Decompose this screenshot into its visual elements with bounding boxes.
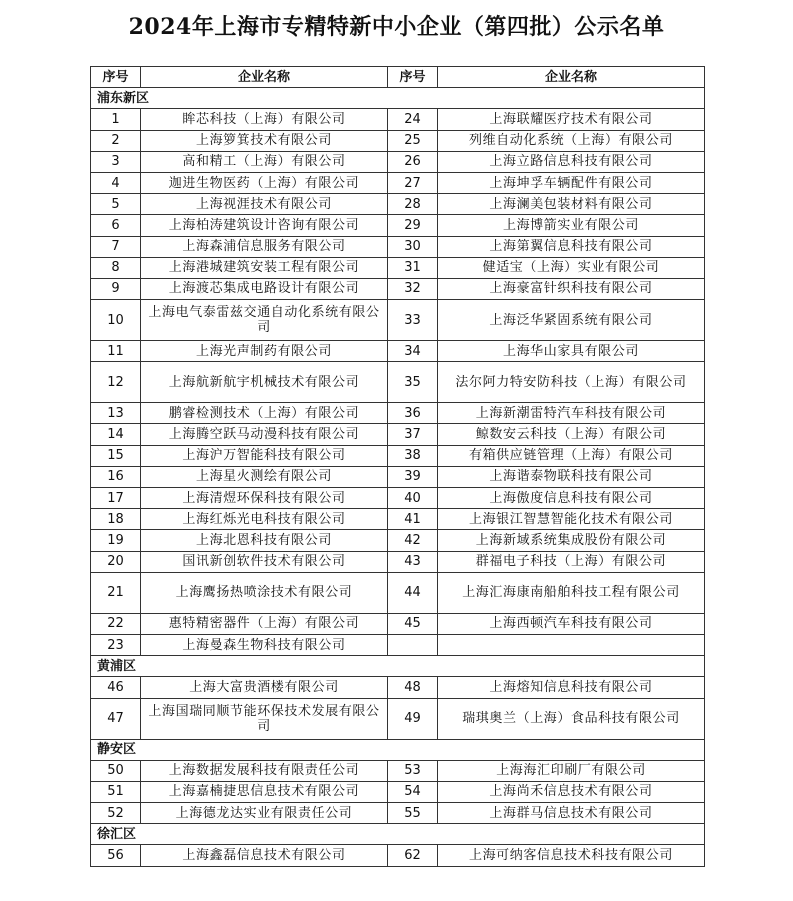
row-number-left: 5 bbox=[91, 194, 141, 215]
row-number-right: 25 bbox=[388, 130, 438, 151]
row-number-left: 3 bbox=[91, 151, 141, 172]
row-number-right: 31 bbox=[388, 257, 438, 278]
company-name-right: 上海可纳客信息技术科技有限公司 bbox=[438, 845, 705, 866]
table-row bbox=[91, 341, 705, 362]
company-name-left: 惠特精密器件（上海）有限公司 bbox=[141, 613, 388, 634]
header-no-right: 序号 bbox=[388, 67, 438, 88]
company-name-right: 上海第翼信息科技有限公司 bbox=[438, 236, 705, 257]
company-name-right: 上海联耀医疗技术有限公司 bbox=[438, 109, 705, 130]
row-number-left: 8 bbox=[91, 257, 141, 278]
company-name-right: 上海博箭实业有限公司 bbox=[438, 215, 705, 236]
row-number-left: 21 bbox=[91, 572, 141, 613]
company-name-left: 上海电气泰雷兹交通自动化系统有限公司 bbox=[141, 300, 388, 341]
company-name-right: 上海尚禾信息技术有限公司 bbox=[438, 781, 705, 802]
table-row bbox=[91, 530, 705, 551]
row-number-left: 10 bbox=[91, 300, 141, 341]
row-number-left: 22 bbox=[91, 613, 141, 634]
company-name-left: 上海港城建筑安装工程有限公司 bbox=[141, 257, 388, 278]
company-name-right: 上海立路信息科技有限公司 bbox=[438, 151, 705, 172]
row-number-left: 56 bbox=[91, 845, 141, 866]
district-row bbox=[91, 656, 705, 677]
district-row bbox=[91, 824, 705, 845]
company-name-left: 上海清煜环保科技有限公司 bbox=[141, 488, 388, 509]
table-row bbox=[91, 215, 705, 236]
row-number-left: 2 bbox=[91, 130, 141, 151]
table-row bbox=[91, 572, 705, 613]
table-row bbox=[91, 172, 705, 193]
table-row bbox=[91, 445, 705, 466]
company-name-left: 上海大富贵酒楼有限公司 bbox=[141, 677, 388, 698]
table-row bbox=[91, 151, 705, 172]
company-name-left: 国讯新创软件技术有限公司 bbox=[141, 551, 388, 572]
row-number-right: 44 bbox=[388, 572, 438, 613]
company-name-left: 上海鑫磊信息技术有限公司 bbox=[141, 845, 388, 866]
district-row bbox=[91, 739, 705, 760]
row-number-right: 28 bbox=[388, 194, 438, 215]
district-label: 浦东新区 bbox=[91, 88, 705, 109]
table-row bbox=[91, 466, 705, 487]
company-name-left: 上海北恩科技有限公司 bbox=[141, 530, 388, 551]
row-number-left: 4 bbox=[91, 172, 141, 193]
row-number-right bbox=[388, 634, 438, 655]
row-number-right: 24 bbox=[388, 109, 438, 130]
company-name-right: 上海华山家具有限公司 bbox=[438, 341, 705, 362]
company-name-right: 上海新域系统集成股份有限公司 bbox=[438, 530, 705, 551]
table-row bbox=[91, 109, 705, 130]
row-number-left: 50 bbox=[91, 760, 141, 781]
company-name-left: 上海视涯技术有限公司 bbox=[141, 194, 388, 215]
row-number-left: 52 bbox=[91, 803, 141, 824]
row-number-right: 26 bbox=[388, 151, 438, 172]
district-label: 静安区 bbox=[91, 739, 705, 760]
table-row bbox=[91, 509, 705, 530]
district-row bbox=[91, 88, 705, 109]
row-number-left: 12 bbox=[91, 362, 141, 403]
row-number-left: 19 bbox=[91, 530, 141, 551]
table-row bbox=[91, 130, 705, 151]
company-name-right: 上海新潮雷特汽车科技有限公司 bbox=[438, 403, 705, 424]
row-number-left: 1 bbox=[91, 109, 141, 130]
row-number-left: 6 bbox=[91, 215, 141, 236]
row-number-left: 7 bbox=[91, 236, 141, 257]
company-name-left: 上海沪万智能科技有限公司 bbox=[141, 445, 388, 466]
company-name-right: 上海群马信息技术有限公司 bbox=[438, 803, 705, 824]
row-number-right: 32 bbox=[388, 278, 438, 299]
row-number-right: 41 bbox=[388, 509, 438, 530]
row-number-left: 18 bbox=[91, 509, 141, 530]
header-row bbox=[91, 67, 705, 88]
company-name-right: 上海泛华紧固系统有限公司 bbox=[438, 300, 705, 341]
row-number-right: 38 bbox=[388, 445, 438, 466]
table-row bbox=[91, 677, 705, 698]
company-name-left: 眸芯科技（上海）有限公司 bbox=[141, 109, 388, 130]
company-name-left: 上海嘉楠捷思信息技术有限公司 bbox=[141, 781, 388, 802]
page-title: 2024年上海市专精特新中小企业（第四批）公示名单 bbox=[128, 14, 665, 40]
enterprise-list-body bbox=[91, 67, 705, 867]
company-name-left: 迦进生物医药（上海）有限公司 bbox=[141, 172, 388, 193]
company-name-left: 上海鹰扬热喷涂技术有限公司 bbox=[141, 572, 388, 613]
company-name-left: 上海航新航宇机械技术有限公司 bbox=[141, 362, 388, 403]
company-name-right: 有箱供应链管理（上海）有限公司 bbox=[438, 445, 705, 466]
table-row bbox=[91, 236, 705, 257]
company-name-left: 鹏睿检测技术（上海）有限公司 bbox=[141, 403, 388, 424]
company-name-left: 上海德龙达实业有限责任公司 bbox=[141, 803, 388, 824]
company-name-right: 群福电子科技（上海）有限公司 bbox=[438, 551, 705, 572]
header-no-left: 序号 bbox=[91, 67, 141, 88]
table-row bbox=[91, 760, 705, 781]
company-name-right: 上海熔知信息科技有限公司 bbox=[438, 677, 705, 698]
district-label: 黄浦区 bbox=[91, 656, 705, 677]
row-number-right: 43 bbox=[388, 551, 438, 572]
company-name-left: 上海柏涛建筑设计咨询有限公司 bbox=[141, 215, 388, 236]
company-name-left: 上海红烁光电科技有限公司 bbox=[141, 509, 388, 530]
company-name-right: 上海银江智慧智能化技术有限公司 bbox=[438, 509, 705, 530]
table-row bbox=[91, 424, 705, 445]
row-number-left: 23 bbox=[91, 634, 141, 655]
row-number-right: 37 bbox=[388, 424, 438, 445]
row-number-left: 51 bbox=[91, 781, 141, 802]
row-number-right: 36 bbox=[388, 403, 438, 424]
table-row bbox=[91, 257, 705, 278]
table-row bbox=[91, 278, 705, 299]
row-number-right: 48 bbox=[388, 677, 438, 698]
row-number-right: 34 bbox=[388, 341, 438, 362]
table-row bbox=[91, 781, 705, 802]
table-row bbox=[91, 300, 705, 341]
row-number-right: 45 bbox=[388, 613, 438, 634]
company-name-right: 健适宝（上海）实业有限公司 bbox=[438, 257, 705, 278]
table-row bbox=[91, 634, 705, 655]
company-name-right: 上海汇海康南船舶科技工程有限公司 bbox=[438, 572, 705, 613]
row-number-right: 27 bbox=[388, 172, 438, 193]
row-number-left: 20 bbox=[91, 551, 141, 572]
row-number-left: 13 bbox=[91, 403, 141, 424]
row-number-left: 47 bbox=[91, 698, 141, 739]
row-number-right: 29 bbox=[388, 215, 438, 236]
table-row bbox=[91, 403, 705, 424]
company-name-right: 列维自动化系统（上海）有限公司 bbox=[438, 130, 705, 151]
table-row bbox=[91, 551, 705, 572]
row-number-right: 49 bbox=[388, 698, 438, 739]
district-label: 徐汇区 bbox=[91, 824, 705, 845]
row-number-right: 54 bbox=[388, 781, 438, 802]
company-name-left: 高和精工（上海）有限公司 bbox=[141, 151, 388, 172]
row-number-right: 40 bbox=[388, 488, 438, 509]
company-name-right: 上海豪富针织科技有限公司 bbox=[438, 278, 705, 299]
header-name-left: 企业名称 bbox=[141, 67, 388, 88]
table-row bbox=[91, 845, 705, 866]
table-row bbox=[91, 194, 705, 215]
company-name-left: 上海渡芯集成电路设计有限公司 bbox=[141, 278, 388, 299]
company-name-right: 上海澜美包装材料有限公司 bbox=[438, 194, 705, 215]
table-row bbox=[91, 488, 705, 509]
company-name-left: 上海曼森生物科技有限公司 bbox=[141, 634, 388, 655]
row-number-left: 15 bbox=[91, 445, 141, 466]
table-row bbox=[91, 362, 705, 403]
row-number-right: 62 bbox=[388, 845, 438, 866]
row-number-left: 46 bbox=[91, 677, 141, 698]
header-name-right: 企业名称 bbox=[438, 67, 705, 88]
company-name-left: 上海光声制药有限公司 bbox=[141, 341, 388, 362]
enterprise-list-table bbox=[90, 66, 705, 867]
row-number-left: 11 bbox=[91, 341, 141, 362]
row-number-right: 33 bbox=[388, 300, 438, 341]
company-name-left: 上海森浦信息服务有限公司 bbox=[141, 236, 388, 257]
row-number-left: 14 bbox=[91, 424, 141, 445]
company-name-right bbox=[438, 634, 705, 655]
table-row bbox=[91, 803, 705, 824]
company-name-right: 上海谐泰物联科技有限公司 bbox=[438, 466, 705, 487]
company-name-left: 上海腾空跃马动漫科技有限公司 bbox=[141, 424, 388, 445]
table-row bbox=[91, 613, 705, 634]
company-name-right: 上海海汇印刷厂有限公司 bbox=[438, 760, 705, 781]
row-number-right: 39 bbox=[388, 466, 438, 487]
company-name-left: 上海数据发展科技有限责任公司 bbox=[141, 760, 388, 781]
company-name-right: 上海西顿汽车科技有限公司 bbox=[438, 613, 705, 634]
row-number-left: 16 bbox=[91, 466, 141, 487]
row-number-right: 42 bbox=[388, 530, 438, 551]
row-number-right: 55 bbox=[388, 803, 438, 824]
company-name-left: 上海箩箕技术有限公司 bbox=[141, 130, 388, 151]
company-name-right: 瑞琪奥兰（上海）食品科技有限公司 bbox=[438, 698, 705, 739]
table-row bbox=[91, 698, 705, 739]
company-name-right: 法尔阿力特安防科技（上海）有限公司 bbox=[438, 362, 705, 403]
company-name-right: 鲸数安云科技（上海）有限公司 bbox=[438, 424, 705, 445]
company-name-left: 上海国瑞同顺节能环保技术发展有限公司 bbox=[141, 698, 388, 739]
row-number-left: 17 bbox=[91, 488, 141, 509]
company-name-left: 上海星火测绘有限公司 bbox=[141, 466, 388, 487]
row-number-right: 53 bbox=[388, 760, 438, 781]
row-number-left: 9 bbox=[91, 278, 141, 299]
company-name-right: 上海坤孚车辆配件有限公司 bbox=[438, 172, 705, 193]
row-number-right: 30 bbox=[388, 236, 438, 257]
company-name-right: 上海傲度信息科技有限公司 bbox=[438, 488, 705, 509]
row-number-right: 35 bbox=[388, 362, 438, 403]
